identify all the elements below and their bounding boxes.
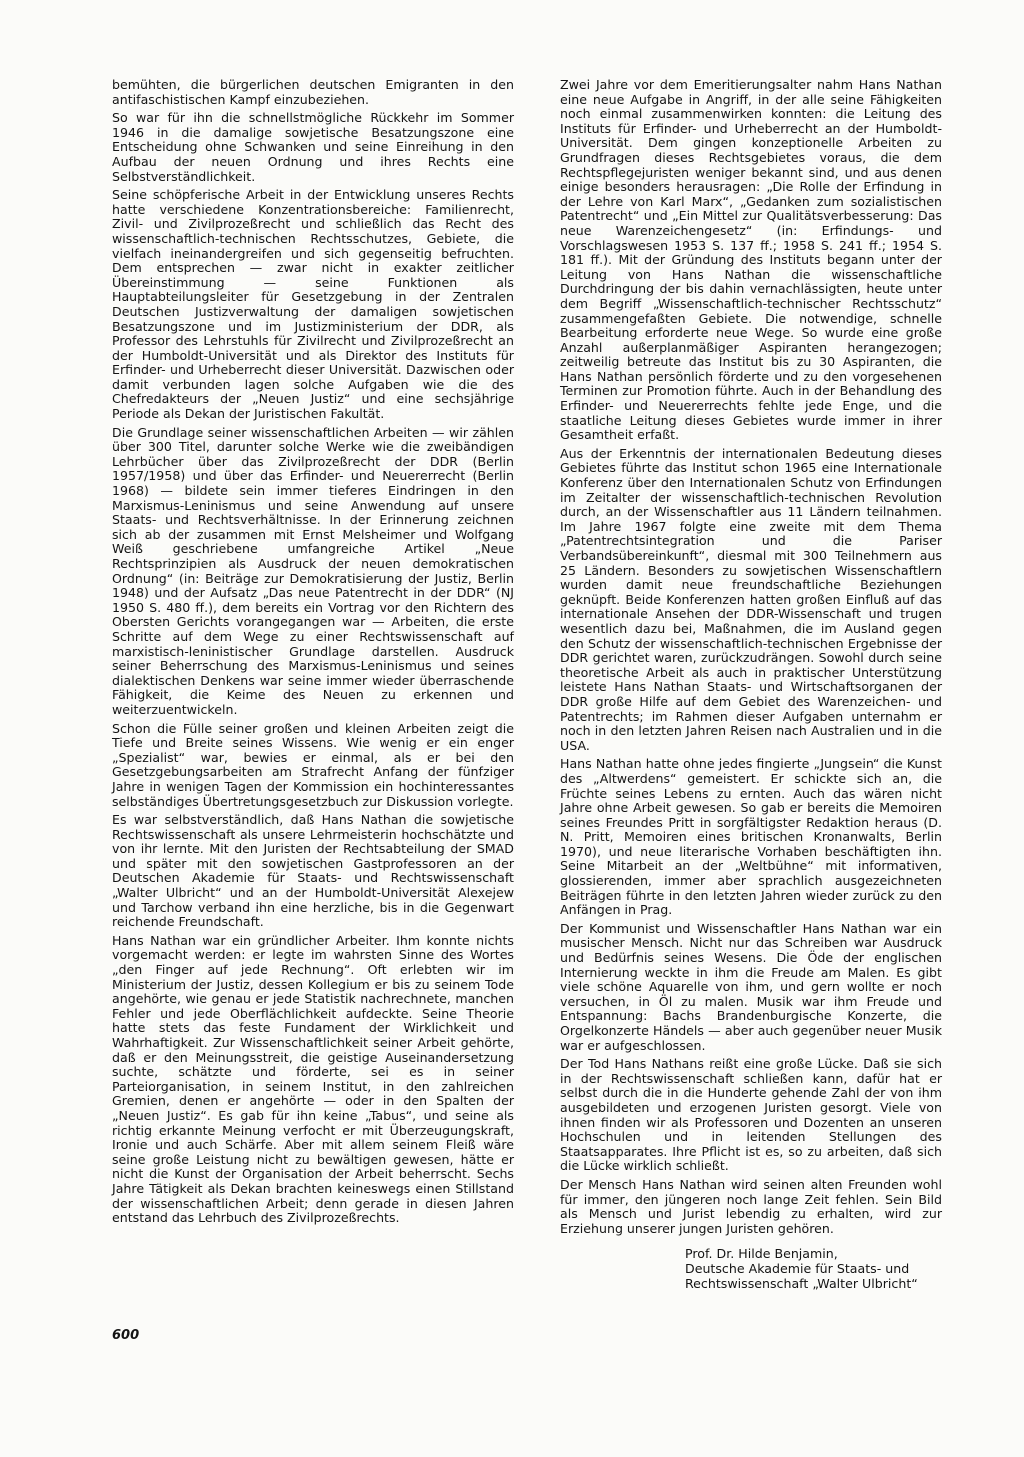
paragraph: Der Mensch Hans Nathan wird seinen alten Freunden wohl für immer, den jüngeren noch lange Zeit fehlen. Sein Bild als Mensch und Jurist lebendig zu erhalten, wird zur Erziehung unserer jungen Juristen gehören. — [560, 1176, 942, 1236]
paragraph: Aus der Erkenntnis der internationalen Bedeutung dieses Gebietes führte das Institut schon 1965 eine Internationale Konferenz über den Internationalen Schutz von Erfindungen im Zeitalter der wissenschaftlich-technischen Revolution durch, an der Wissenschaftler aus 11 Ländern teilnahmen. Im Jahre 1967 folgte eine zweite mit dem Thema „Patentrechtsintegration und die Pariser Verbandsübereinkunft“, diesmal mit 300 Teilnehmern aus 25 Ländern. Besonders zu sowjetischen Wissenschaftlern wurden damit neue freundschaftliche Beziehungen geknüpft. Beide Konferenzen hatten großen Einfluß auf das internationale Ansehen der DDR-Wissenschaft und trugen wesentlich dazu bei, Maßnahmen, die im Ausland gegen den Schutz der wissenschaftlich-technischen Ergebnisse der DDR gerichtet waren, zurückzudrängen. Sowohl durch seine theoretische Arbeit als auch in praktischer Unterstützung leistete Hans Nathan Staats- und Wirtschaftsorganen der DDR große Hilfe auf dem Gebiet des Warenzeichen- und Patentrechts; im Rahmen dieser Aufgaben unternahm er noch in den letzten Jahren Reisen nach Australien und in die USA. — [560, 445, 942, 753]
paragraph: Hans Nathan war ein gründlicher Arbeiter. Ihm konnte nichts vorgemacht werden: er legte im wahrsten Sinne des Wortes „den Finger auf jede Rechnung“. Oft erlebten wir im Ministerium der Justiz, dessen Kollegium er bis zu seinem Tode angehörte, wie genau er jede Statistik nachrechnete, manchen Fehler und jede Oberflächlichkeit aufdeckte. Seine Theorie hatte stets das feste Fundament der Wirklichkeit und Wahrhaftigkeit. Zur Wissenschaftlichkeit seiner Arbeit gehörte, daß er den Meinungsstreit, die geistige Auseinandersetzung suchte, schätzte und förderte, sei es in seiner Parteiorganisation, in seinem Institut, in den zahlreichen Gremien, denen er angehörte — oder in den Spalten der „Neuen Justiz“. Es gab für ihn keine „Tabus“, und seine als richtig erkannte Meinung verfocht er mit Überzeugungskraft, Ironie und auch Schärfe. Aber mit allem seinem Fleiß wäre seine große Leistung nicht zu bewältigen gewesen, hätte er nicht die Kunst der Organisation der Arbeit beherrscht. Sechs Jahre Tätigkeit als Dekan brachten keineswegs einen Stillstand der wissenschaftlichen Arbeit; denn gerade in diesen Jahren entstand das Lehrbuch des Zivilprozeßrechts. — [112, 932, 514, 1226]
paragraph: Schon die Fülle seiner großen und kleinen Arbeiten zeigt die Tiefe und Breite seines Wissens. Wie wenig er ein enger „Spezialist“ war, bewies er einmal, als er bei den Gesetzgebungsarbeiten am Strafrecht Anfang der fünfziger Jahre in wenigen Tagen der Kommission ein hochinteressantes selbständiges Übertretungsgesetzbuch zur Diskussion vorlegte. — [112, 720, 514, 809]
paragraph: So war für ihn die schnellstmögliche Rückkehr im Sommer 1946 in die damalige sowjetische Besatzungszone eine Entscheidung ohne Schwanken und seine Einreihung in den Aufbau der neuen Ordnung und ihres Rechts eine Selbstverständlichkeit. — [112, 110, 514, 184]
right-column — [560, 78, 942, 1291]
signature-affiliation-line-2: Rechtswissenschaft „Walter Ulbricht“ — [685, 1276, 918, 1292]
signature-block — [685, 1246, 942, 1291]
page-number: 600 — [112, 1328, 140, 1343]
paragraph: Es war selbstverständlich, daß Hans Nathan die sowjetische Rechtswissenschaft als unsere Lehrmeisterin hochschätzte und von ihr lernte. Mit den Juristen der Rechtsabteilung der SMAD und später mit den sowjetischen Gastprofessoren an der Deutschen Akademie für Staats- und Rechtswissenschaft „Walter Ulbricht“ und an der Humboldt-Universität Alexejew und Tarchow verband ihn eine herzliche, bis in die Gegenwart reichende Freundschaft. — [112, 812, 514, 930]
signature-affiliation-line-1: Deutsche Akademie für Staats- und — [685, 1261, 910, 1277]
left-column — [112, 78, 514, 1230]
paragraph: Seine schöpferische Arbeit in der Entwicklung unseres Rechts hatte verschiedene Konzentrationsbereiche: Familienrecht, Zivil- und Zivilprozeßrecht und schließlich das Recht des wissenschaftlich-technischen Rechtsschutzes, Gebiete, die vielfach ineinandergreifen und sich gegenseitig befruchten. Dem entsprechen — zwar nicht in exakter zeitlicher Übereinstimmung — seine Funktionen als Hauptabteilungsleiter für Gesetzgebung in der Zentralen Deutschen Justizverwaltung der damaligen sowjetischen Besatzungszone und im Justizministerium der DDR, als Professor des Lehrstuhls für Zivilrecht und Zivilprozeßrecht an der Humboldt-Universität und als Direktor des Instituts für Erfinder- und Urheberrecht dieser Universität. Dazwischen oder damit verbunden lagen solche Aufgaben wie die des Chefredakteurs der „Neuen Justiz“ und eine sechsjährige Periode als Dekan der Juristischen Fakultät. — [112, 187, 514, 422]
paragraph: Der Tod Hans Nathans reißt eine große Lücke. Daß sie sich in der Rechtswissenschaft schließen kann, dafür hat er selbst durch die in die Hunderte gehende Zahl der von ihm ausgebildeten und erzogenen Juristen gesorgt. Viele von ihnen finden wir als Professoren und Dozenten an unseren Hochschulen und in leitenden Stellungen des Staatsapparates. Ihre Pflicht ist es, so zu arbeiten, daß sich die Lücke wirklich schließt. — [560, 1056, 942, 1174]
paragraph: Die Grundlage seiner wissenschaftlichen Arbeiten — wir zählen über 300 Titel, darunter solche Werke wie die zweibändigen Lehrbücher über das Zivilprozeßrecht der DDR (Berlin 1957/1958) und über das Erfinder- und Neuererrecht (Berlin 1968) — bildete sein immer tieferes Eindringen in den Marxismus-Leninismus und seine Anwendung auf unsere Staats- und Rechtsverhältnisse. In der Erinnerung zeichnen sich ab der zusammen mit Ernst Melsheimer und Wolfgang Weiß geschriebene umfangreiche Artikel „Neue Rechtsprinzipien als Ausdruck der neuen demokratischen Ordnung“ (in: Beiträge zur Demokratisierung der Justiz, Berlin 1948) und der Aufsatz „Das neue Patentrecht in der DDR“ (NJ 1950 S. 480 ff.), dem bereits ein Vortrag vor den Richtern des Obersten Gerichts vorangegangen war — Arbeiten, die erste Schritte auf dem Wege zu einer Rechtswissenschaft auf marxistisch-leninistischer Grundlage darstellen. Ausdruck seiner Beherrschung des Marxismus-Leninismus und seines dialektischen Denkens war seine immer wieder überraschende Fähigkeit, die Keime des Neuen zu erkennen und weiterzuentwickeln. — [112, 424, 514, 717]
signature-name: Prof. Dr. Hilde Benjamin, — [685, 1246, 838, 1262]
paragraph: bemühten, die bürgerlichen deutschen Emigranten in den antifaschistischen Kampf einzubeziehen. — [112, 77, 514, 107]
paragraph: Der Kommunist und Wissenschaftler Hans Nathan war ein musischer Mensch. Nicht nur das Schreiben war Ausdruck und Bedürfnis seines Wesens. Die Öde der englischen Internierung weckte in ihm die Freude am Malen. Es gibt viele schöne Aquarelle von ihm, und gern wollte er noch versuchen, in Öl zu malen. Musik war ihm Freude und Entspannung: Bachs Brandenburgische Konzerte, die Orgelkonzerte Händels — aber auch gegenüber neuer Musik war er aufgeschlossen. — [560, 920, 942, 1053]
paragraph: Zwei Jahre vor dem Emeritierungsalter nahm Hans Nathan eine neue Aufgabe in Angriff, in der alle seine Fähigkeiten noch einmal zusammenwirken konnten: die Leitung des Instituts für Erfinder- und Urheberrecht an der Humboldt-Universität. Dem gingen konzeptionelle Arbeiten zu Grundfragen dieses Rechtsgebietes voraus, die dem Rechtspflegejuristen weniger bekannt sind, und aus denen einige besonders herausragen: „Die Rolle der Erfindung in der Lehre von Karl Marx“, „Gedanken zum sozialistischen Patentrecht“ und „Ein Mittel zur Qualitätsverbesserung: Das neue Warenzeichengesetz“ (in: Erfindungs- und Vorschlagswesen 1953 S. 137 ff.; 1958 S. 241 ff.; 1954 S. 181 ff.). Mit der Gründung des Instituts begann unter der Leitung von Hans Nathan die wissenschaftliche Durchdringung der bis dahin vernachlässigten, heute unter dem Begriff „Wissenschaftlich-technischer Rechtsschutz“ zusammengefaßten Gebiete. Die notwendige, schnelle Bearbeitung erforderte neue Wege. So wurde eine große Anzahl außerplanmäßiger Aspiranten herangezogen; zeitweilig betreute das Institut bis zu 30 Aspiranten, die Hans Nathan persönlich förderte und zu den vorgesehenen Terminen zur Promotion führte. Auch in der Behandlung des Erfinder- und Neuererrechts fehlte jede Enge, und die staatliche Leitung dieses Gebietes wurde immer in ihrer Gesamtheit erfaßt. — [560, 77, 942, 443]
paragraph: Hans Nathan hatte ohne jedes fingierte „Jungsein“ die Kunst des „Altwerdens“ gemeistert. Er schickte sich an, die Früchte seines Lebens zu ernten. Auch das wären nicht Jahre ohne Arbeit gewesen. So gab er bereits die Memoiren seines Freundes Pritt in sorgfältigster Redaktion heraus (D. N. Pritt, Memoiren eines britischen Kronanwalts, Berlin 1970), und neue literarische Vorhaben beschäftigten ihn. Seine Mitarbeit an der „Weltbühne“ mit informativen, glossierenden, immer aber sprachlich ausgezeichneten Beiträgen führte in den letzten Jahren wieder zurück zu den Anfängen in Prag. — [560, 756, 942, 918]
